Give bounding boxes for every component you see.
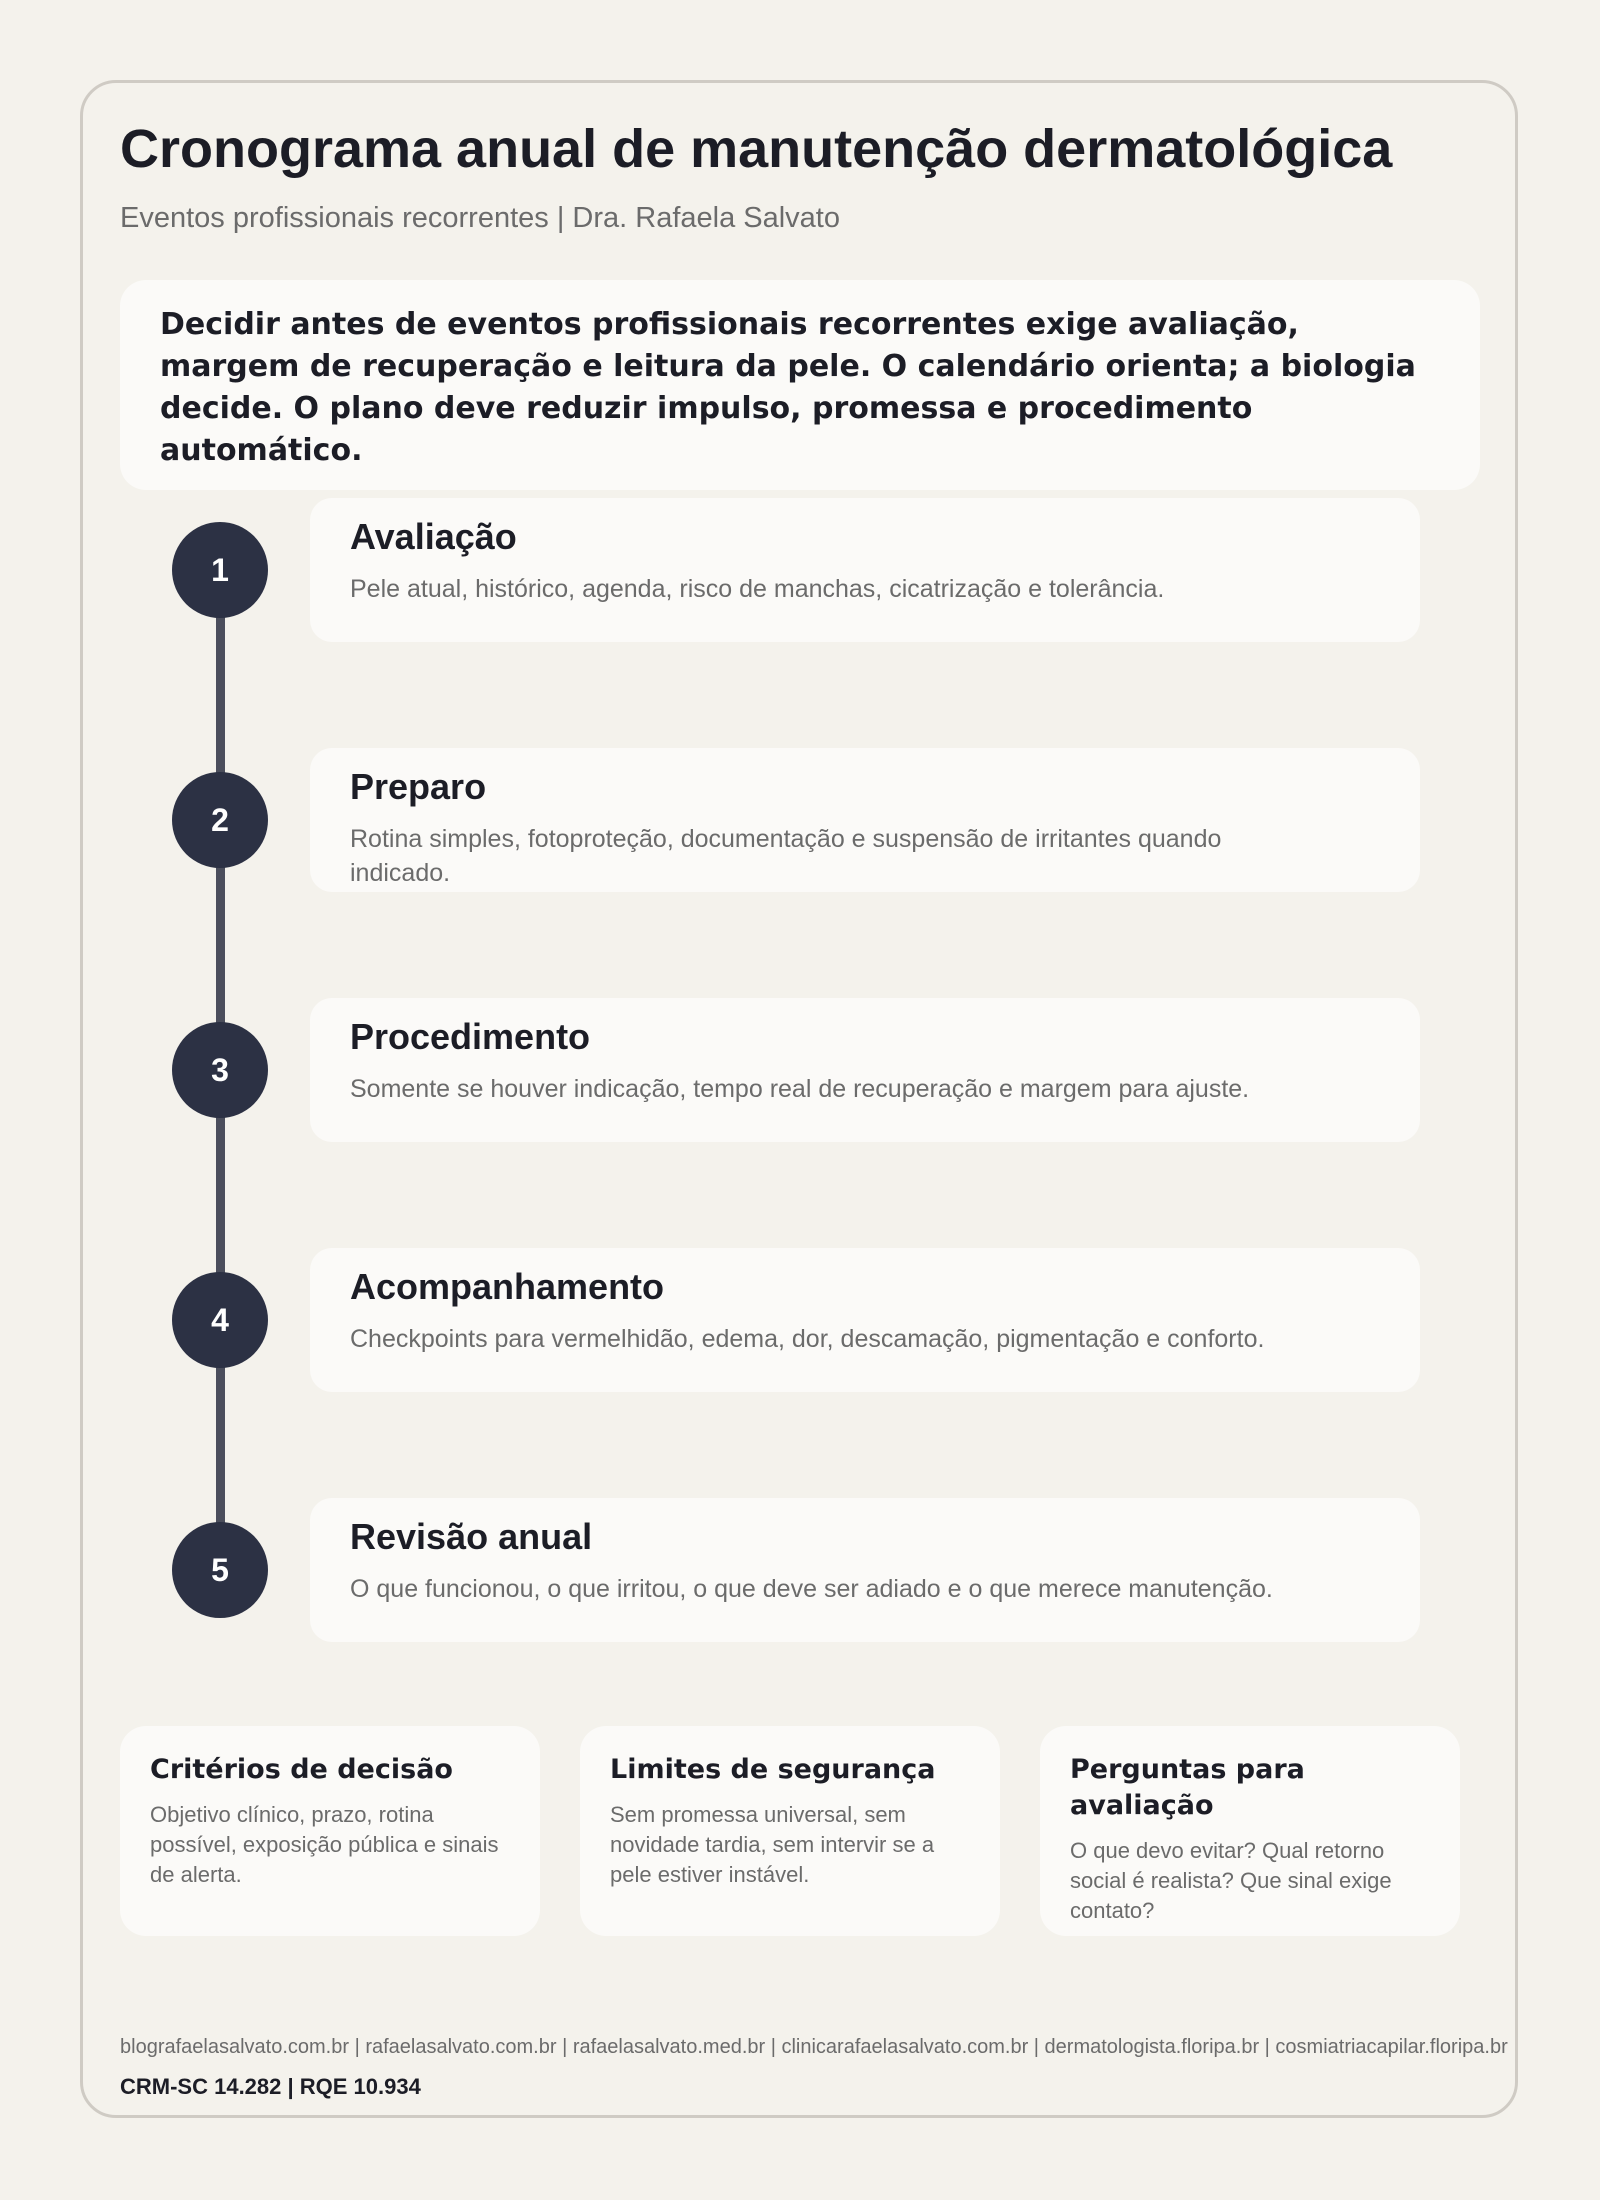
step-number-badge: 5 — [172, 1522, 268, 1618]
info-card-title: Perguntas para avaliação — [1070, 1754, 1305, 1821]
info-card-description: O que devo evitar? Qual retorno social é realista? Que sinal exige contato? — [1070, 1838, 1392, 1923]
step-description: Checkpoints para vermelhidão, edema, dor, descamação, pigmentação e conforto. — [350, 1325, 1265, 1353]
page-subtitle: Eventos profissionais recorrentes | Dra. Rafaela Salvato — [120, 202, 840, 234]
step-title: Acompanhamento — [350, 1266, 665, 1307]
step-description: O que funcionou, o que irritou, o que deve ser adiado e o que merece manutenção. — [350, 1575, 1273, 1603]
intro-text: Decidir antes de eventos profissionais recorrentes exige avaliação, margem de recuperação e leitura da pele. O calendário orienta; a biologia decide. O plano deve reduzir impulso, promessa e procedimento automático. — [160, 307, 1416, 468]
step-number-badge: 3 — [172, 1022, 268, 1118]
info-card-perguntas — [1040, 1726, 1460, 1936]
page-title: Cronograma anual de manutenção dermatológica — [120, 119, 1393, 179]
step-title: Preparo — [350, 766, 487, 807]
footer-credentials: CRM-SC 14.282 | RQE 10.934 — [120, 2074, 421, 2099]
step-title: Revisão anual — [350, 1516, 593, 1557]
step-number-badge: 2 — [172, 772, 268, 868]
step-number-badge: 4 — [172, 1272, 268, 1368]
step-title: Avaliação — [350, 516, 517, 557]
step-description: Somente se houver indicação, tempo real de recuperação e margem para ajuste. — [350, 1075, 1250, 1103]
footer-links: blografaelasalvato.com.br | rafaelasalvato.com.br | rafaelasalvato.med.br | clinicarafaelasalvato.com.br | dermatologista.floripa.br | cosmiatriacapilar.floripa.br — [120, 2036, 1508, 2058]
intro-box — [120, 280, 1480, 490]
step-card-preparo — [310, 748, 1420, 892]
step-card-revisao-anual — [310, 1498, 1420, 1642]
info-card-limites — [580, 1726, 1000, 1936]
step-card-procedimento — [310, 998, 1420, 1142]
info-card-criterios — [120, 1726, 540, 1936]
step-description: Rotina simples, fotoproteção, documentação e suspensão de irritantes quando indicado. — [350, 825, 1222, 887]
step-number-badge: 1 — [172, 522, 268, 618]
info-card-title: Critérios de decisão — [150, 1754, 453, 1785]
info-card-description: Sem promessa universal, sem novidade tardia, sem intervir se a pele estiver instável. — [610, 1802, 935, 1887]
info-card-title: Limites de segurança — [610, 1754, 936, 1785]
step-card-avaliacao — [310, 498, 1420, 642]
step-card-acompanhamento — [310, 1248, 1420, 1392]
step-title: Procedimento — [350, 1016, 591, 1057]
info-card-description: Objetivo clínico, prazo, rotina possível, exposição pública e sinais de alerta. — [150, 1802, 499, 1887]
step-description: Pele atual, histórico, agenda, risco de manchas, cicatrização e tolerância. — [350, 575, 1165, 603]
